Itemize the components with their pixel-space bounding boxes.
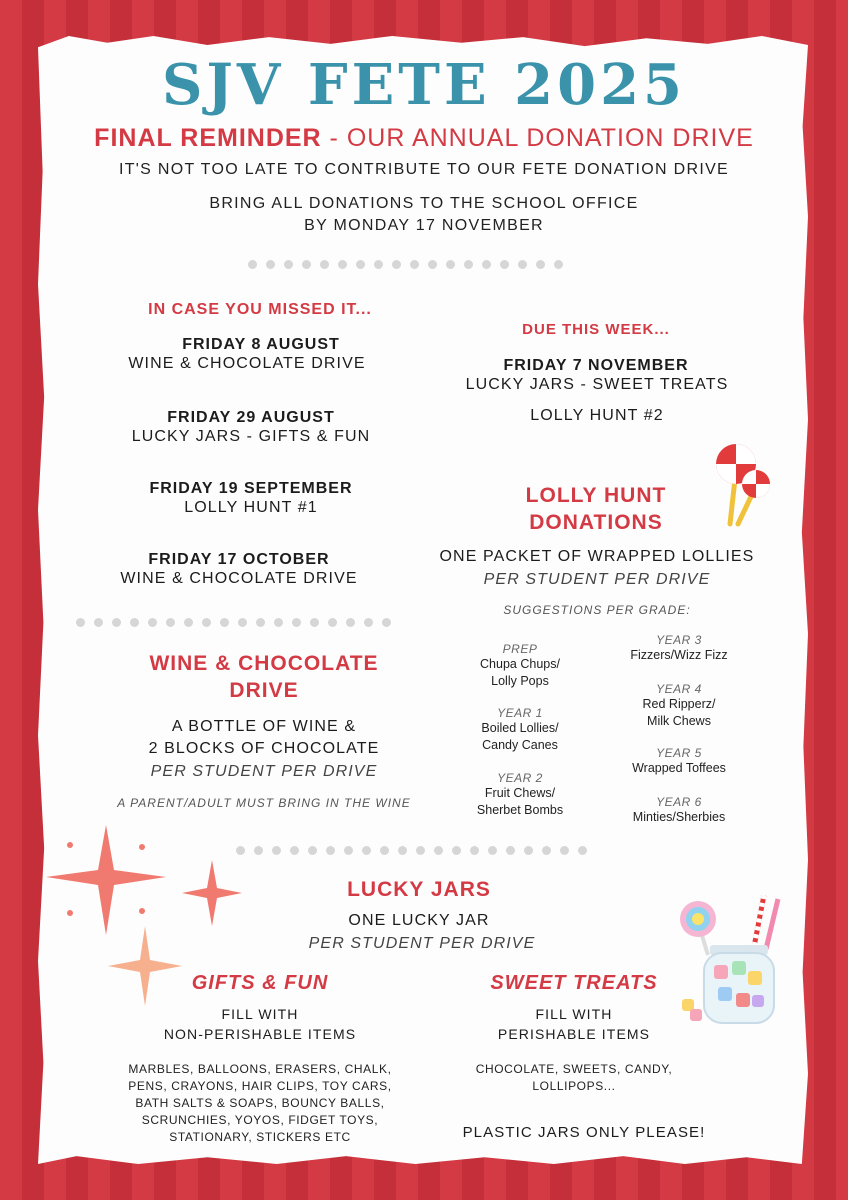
gifts-heading: GIFTS & FUN bbox=[191, 972, 329, 994]
grade-year-2: YEAR 2 Fruit Chews/ Sherbet Bombs bbox=[476, 771, 564, 817]
grade-year-3: YEAR 3 Fizzers/Wizz Fizz bbox=[630, 633, 728, 662]
lolly-heading-2: DONATIONS bbox=[529, 511, 663, 534]
lucky-line-1: ONE LUCKY JAR bbox=[348, 912, 490, 929]
missed-date-1: FRIDAY 8 AUGUST bbox=[182, 336, 340, 353]
due-heading: DUE THIS WEEK... bbox=[522, 321, 670, 338]
subtitle-bold: FINAL REMINDER bbox=[94, 124, 322, 152]
subtitle-rest: - OUR ANNUAL DONATION DRIVE bbox=[321, 124, 754, 152]
lolly-suggest: SUGGESTIONS PER GRADE: bbox=[503, 603, 691, 617]
lolly-heading bbox=[446, 482, 746, 536]
divider-top bbox=[248, 260, 563, 269]
bring-text bbox=[0, 193, 848, 237]
lolly-line-2: PER STUDENT PER DRIVE bbox=[483, 571, 711, 588]
missed-date-3: FRIDAY 19 SEPTEMBER bbox=[149, 480, 353, 497]
wine-heading-1: WINE & CHOCOLATE bbox=[149, 652, 379, 675]
lucky-line-2: PER STUDENT PER DRIVE bbox=[308, 935, 536, 952]
sweet-list: CHOCOLATE, SWEETS, CANDY, LOLLIPOPS... bbox=[475, 1062, 673, 1093]
bring-line-2: BY MONDAY 17 NOVEMBER bbox=[304, 217, 544, 234]
divider-lower bbox=[236, 846, 587, 855]
missed-item-3: LOLLY HUNT #1 bbox=[184, 499, 318, 516]
wine-line-1: A BOTTLE OF WINE & bbox=[171, 718, 357, 735]
due-date: FRIDAY 7 NOVEMBER bbox=[503, 357, 689, 374]
sweet-heading: SWEET TREATS bbox=[490, 972, 658, 994]
due-item-1: LUCKY JARS - SWEET TREATS bbox=[465, 376, 729, 393]
due-item-2: LOLLY HUNT #2 bbox=[530, 407, 664, 424]
missed-heading: IN CASE YOU MISSED IT... bbox=[148, 301, 372, 318]
gifts-fill-2: NON-PERISHABLE ITEMS bbox=[163, 1026, 357, 1042]
sweet-fill-1: FILL WITH bbox=[535, 1006, 613, 1022]
lolly-line-1: ONE PACKET OF WRAPPED LOLLIES bbox=[439, 548, 755, 565]
subtitle bbox=[0, 124, 848, 153]
grade-year-1: YEAR 1 Boiled Lollies/ Candy Canes bbox=[481, 706, 559, 752]
missed-item-1: WINE & CHOCOLATE DRIVE bbox=[128, 355, 366, 372]
grade-year-5: YEAR 5 Wrapped Toffees bbox=[632, 746, 726, 775]
wine-heading bbox=[84, 650, 444, 704]
gifts-fill-1: FILL WITH bbox=[221, 1006, 299, 1022]
grade-prep: PREP Chupa Chups/ Lolly Pops bbox=[480, 642, 560, 688]
sweet-fill-2: PERISHABLE ITEMS bbox=[497, 1026, 651, 1042]
lucky-heading: LUCKY JARS bbox=[347, 878, 491, 901]
intro-text: IT'S NOT TOO LATE TO CONTRIBUTE TO OUR FETE DONATION DRIVE bbox=[118, 161, 730, 178]
gifts-list: MARBLES, BALLOONS, ERASERS, CHALK, PENS, CRAYONS, HAIR CLIPS, TOY CARS, BATH SALTS & SOAPS, BOUNCY BALLS, SCRUNCHIES, YOYOS, FIDGET TOYS, STATIONARY, STICKERS ETC bbox=[128, 1062, 392, 1144]
grade-year-6: YEAR 6 Minties/Sherbies bbox=[632, 795, 726, 824]
missed-date-4: FRIDAY 17 OCTOBER bbox=[148, 551, 330, 568]
plastic-note: PLASTIC JARS ONLY PLEASE! bbox=[462, 1124, 706, 1141]
wine-note: A PARENT/ADULT MUST BRING IN THE WINE bbox=[117, 796, 411, 810]
page-title: SJV FETE 2025 bbox=[161, 52, 687, 118]
bring-line-1: BRING ALL DONATIONS TO THE SCHOOL OFFICE bbox=[209, 195, 639, 212]
wine-line-3: PER STUDENT PER DRIVE bbox=[150, 763, 378, 780]
grade-year-4: YEAR 4 Red Ripperz/ Milk Chews bbox=[642, 682, 716, 728]
divider-middle-left bbox=[76, 618, 391, 627]
missed-item-2: LUCKY JARS - GIFTS & FUN bbox=[131, 428, 371, 445]
lolly-heading-1: LOLLY HUNT bbox=[525, 484, 667, 507]
wine-heading-2: DRIVE bbox=[229, 679, 299, 702]
missed-item-4: WINE & CHOCOLATE DRIVE bbox=[120, 570, 358, 587]
missed-date-2: FRIDAY 29 AUGUST bbox=[167, 409, 335, 426]
wine-line-2: 2 BLOCKS OF CHOCOLATE bbox=[148, 740, 380, 757]
